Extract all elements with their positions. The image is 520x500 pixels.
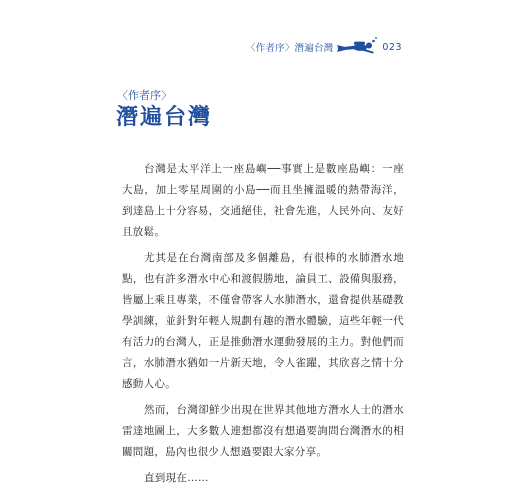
chapter-title: 潛遍台灣 (116, 105, 213, 130)
scuba-diver-icon (336, 36, 378, 58)
paragraph: 然而，台灣卻鮮少出現在世界其他地方潛水人士的潛水雷達地圖上，大多數人連想都沒有想過要詢問台灣潛水的相關問題，島內也很少人想過要跟大家分享。 (122, 404, 404, 458)
body-text (122, 159, 404, 494)
page-number: 023 (382, 41, 402, 53)
chapter-label: 〈作者序〉 (117, 89, 172, 102)
running-header (246, 38, 402, 56)
paragraph: 尤其是在台灣南部及多個離島，有很棒的水肺潛水地點，也有許多潛水中心和渡假勝地，論員工、設備與服務，皆屬上乘且專業，不僅會帶客人水肺潛水，還會提供基礎教學訓練，並針對年輕人規劃有趣的潛水體驗，這些年輕一代有活力的台灣人，正是推動潛水運動發展的主力。對他們而言，水肺潛水猶如一片新天地，令人雀躍，其欣喜之情十分感動人心。 (122, 252, 404, 390)
paragraph: 台灣是太平洋上一座島嶼──事實上是數座島嶼：一座大島，加上零星周圍的小島──而且坐擁溫暖的熱帶海洋，到達島上十分容易，交通絕佳，社會先進，人民外向、友好且放鬆。 (122, 163, 404, 238)
paragraph: 直到現在…… (144, 472, 209, 484)
running-header-title: 〈作者序〉潛遍台灣 (246, 43, 334, 54)
